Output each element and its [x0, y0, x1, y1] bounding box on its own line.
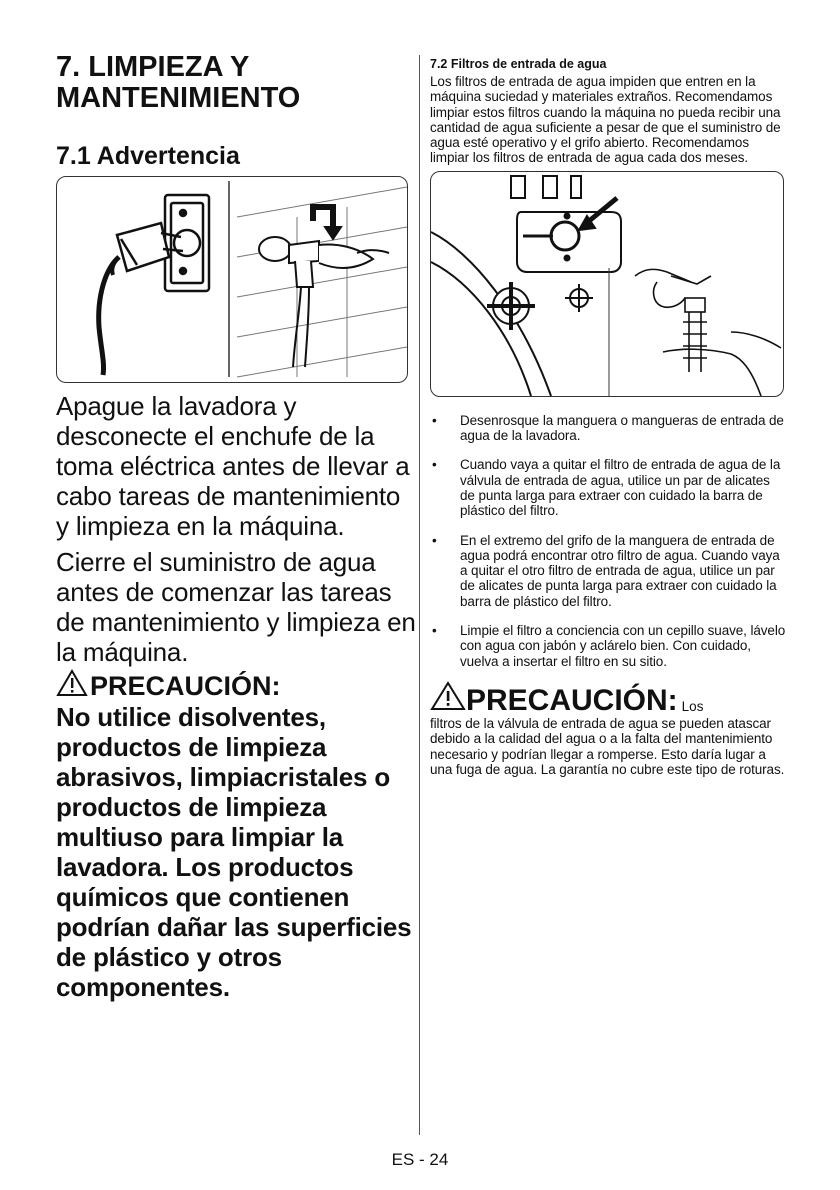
bullet-icon: • [432, 623, 437, 639]
section-title-line2: MANTENIMIENTO [56, 82, 301, 114]
precaution-label: PRECAUCIÓN: [466, 683, 678, 717]
list-item [430, 413, 786, 444]
list-item [430, 623, 786, 669]
column-divider [419, 55, 420, 1135]
step-text: Desenrosque la manguera o mangueras de entrada de agua de la lavadora. [460, 412, 784, 444]
plug-socket-illustration [99, 195, 209, 375]
section-title-line1: 7. LIMPIEZA Y [56, 51, 250, 83]
warning-illustration [56, 176, 408, 383]
list-item [430, 457, 786, 518]
bullet-icon: • [432, 532, 437, 548]
filter-illustration [430, 171, 784, 397]
precaution-text: filtros de la válvula de entrada de agua se pueden atascar debido a la calidad del agua o a la falta del mantenimiento necesario y podrían llegar a romperse. Esto daría lugar a una fuga de agua. La garantía no cubre este tipo de roturas. [430, 715, 785, 777]
paragraph-unplug: Apague la lavadora y desconecte el enchufe de la toma eléctrica antes de llevar a cabo tareas de mantenimiento y limpieza en la máquina. [56, 391, 410, 541]
section-title [56, 52, 418, 114]
bullet-icon: • [432, 457, 437, 473]
subsection-title-filters: 7.2 Filtros de entrada de agua [430, 57, 607, 71]
warning-triangle-icon [56, 669, 88, 702]
precaution-tail: Los [681, 698, 704, 714]
hose-filter-illustration [635, 269, 781, 396]
left-column [56, 52, 418, 1002]
paragraph-water-supply: Cierre el suministro de agua antes de comenzar las tareas de mantenimiento y limpieza en la máquina. [56, 547, 416, 667]
step-text: Cuando vaya a quitar el filtro de entrada de agua de la válvula de entrada de agua, utilice un par de alicates de punta larga para extraer con cuidado la barra de plástico del filtro. [460, 457, 781, 519]
precaution-text: No utilice disolventes, productos de limpieza abrasivos, limpiacristales o productos de limpieza multiuso para limpiar la lavadora. Los productos químicos que contienen podrían dañar las superficies de plástico y otros componentes. [56, 702, 412, 1002]
inlet-valve-illustration [431, 176, 621, 396]
water-tap-illustration [237, 187, 407, 377]
precaution-label: PRECAUCIÓN: [90, 670, 281, 701]
page-number: ES - 24 [391, 1150, 449, 1169]
filters-intro: Los filtros de entrada de agua impiden que entren en la máquina suciedad y materiales extraños. Recomendamos limpiar estos filtros cuando la máquina no pueda recibir una cantidad de agua suficiente a pesar de que el suministro de agua esté operativo y el grifo abierto. Recomendamos limpiar los filtros de entrada de agua cada dos meses. [430, 74, 781, 166]
step-text: En el extremo del grifo de la manguera de entrada de agua podrá encontrar otro filtro de agua. Cuando vaya a quitar el otro filtro de entrada de agua, utilice un par de alicates de punta larga para extraer con cuidado la barra de plástico del filtro. [460, 532, 780, 609]
right-column [430, 57, 786, 777]
warning-triangle-icon [430, 681, 466, 716]
bullet-icon: • [432, 412, 437, 428]
list-item [430, 533, 786, 609]
right-precaution-heading [430, 681, 786, 716]
step-text: Limpie el filtro a conciencia con un cepillo suave, lávelo con agua con jabón y aclárelo bien. Con cuidado, vuelva a insertar el filtro en su sitio. [460, 623, 786, 669]
right-precaution [430, 681, 786, 777]
subsection-title-warning: 7.1 Advertencia [56, 142, 240, 170]
filter-steps-list [430, 413, 786, 669]
left-precaution-heading [56, 669, 418, 702]
